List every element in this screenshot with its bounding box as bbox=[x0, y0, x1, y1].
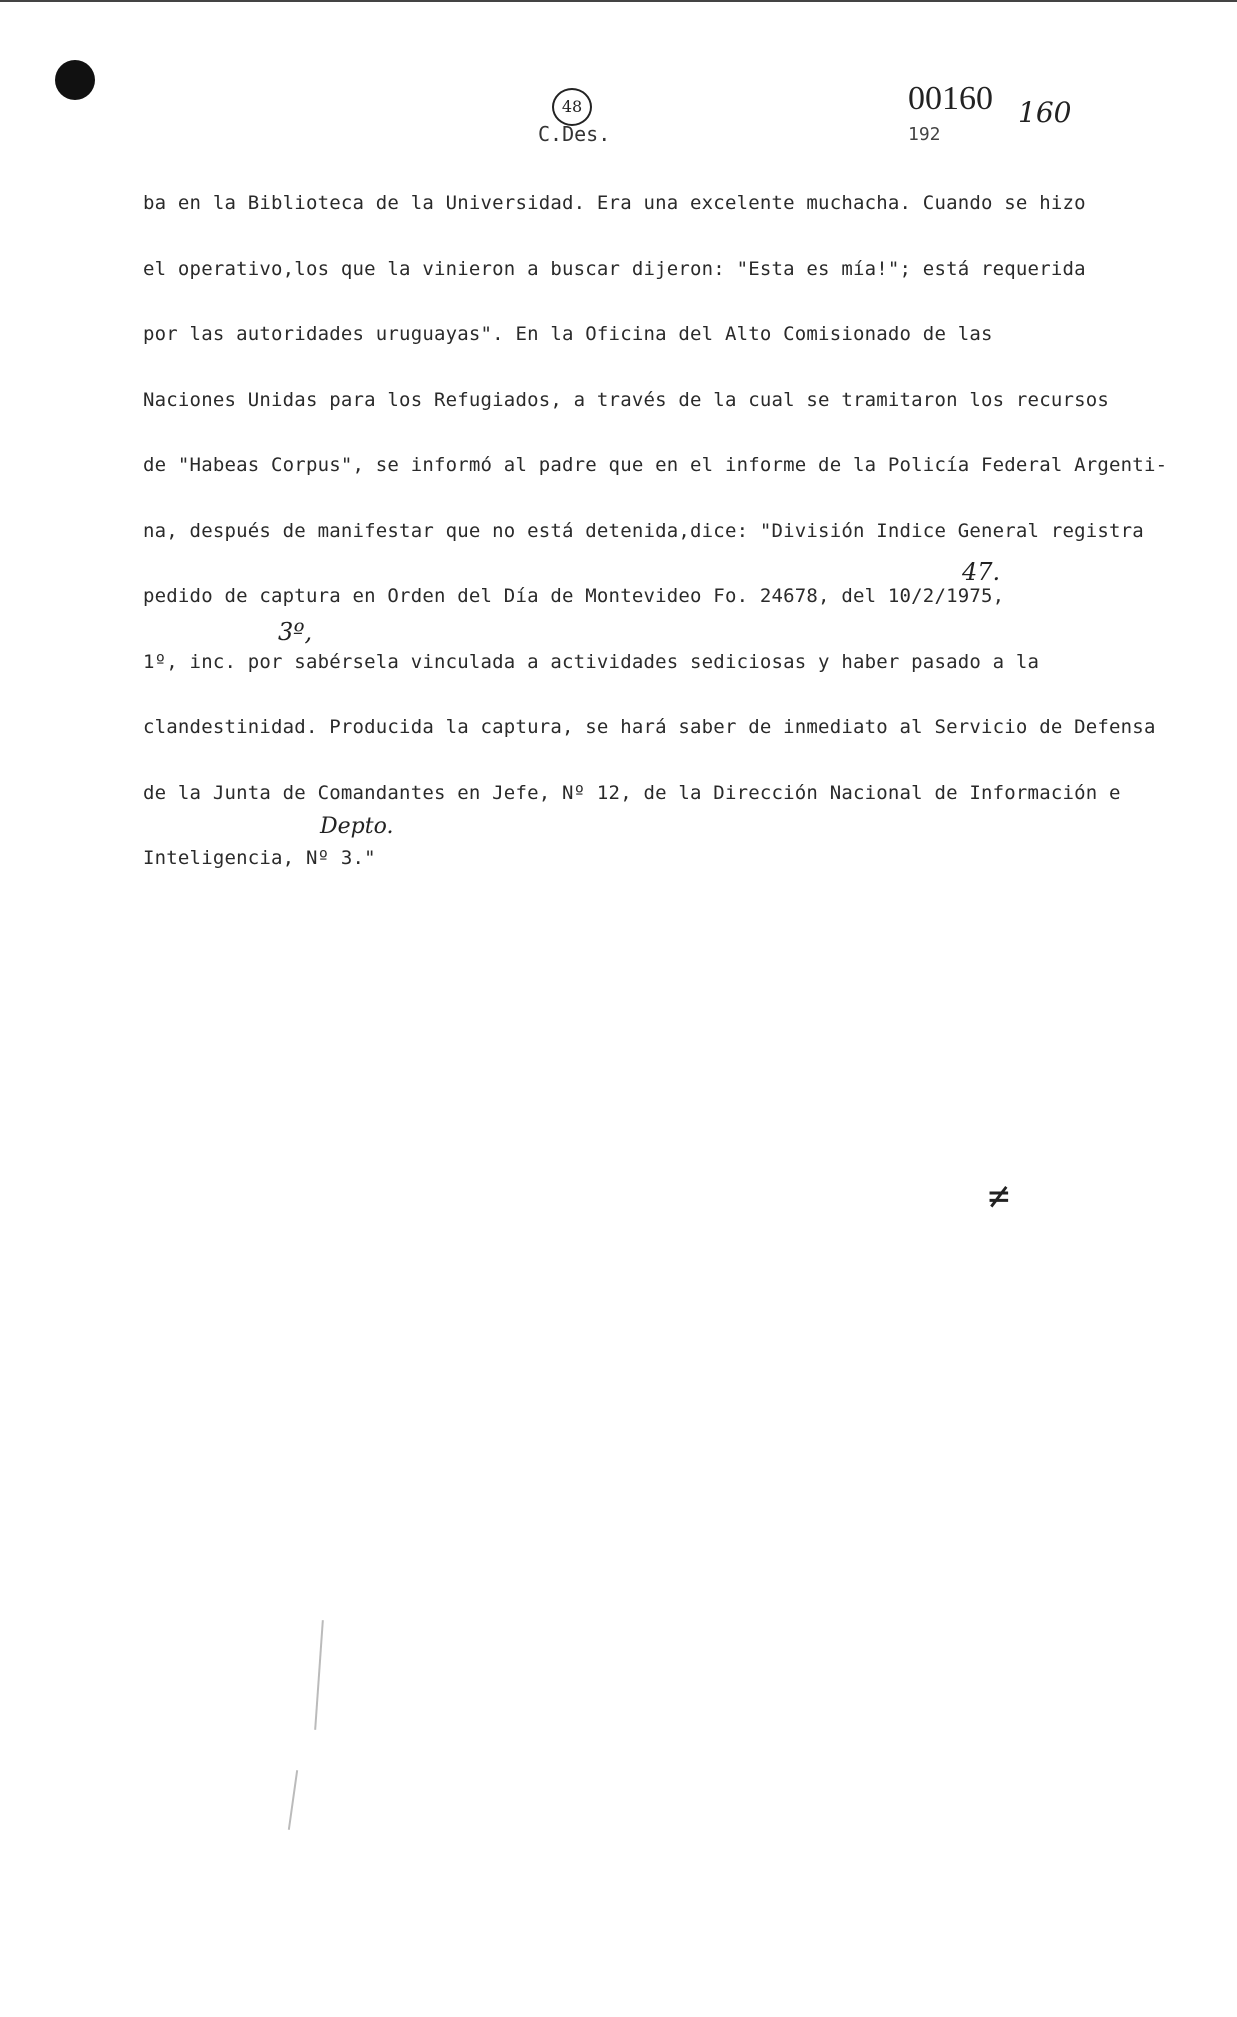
text-line: de "Habeas Corpus", se informó al padre que en el informe de la Policía Federal Argenti- bbox=[143, 454, 1168, 476]
document-reference: C.Des. bbox=[538, 122, 611, 146]
text-line: na, después de manifestar que no está detenida,dice: "División Indice General registra bbox=[143, 519, 1144, 542]
text-line: de la Junta de Comandantes en Jefe, Nº 12, de la Dirección Nacional de Información e bbox=[143, 781, 1121, 804]
page-number: 00160 bbox=[908, 80, 993, 117]
top-border bbox=[0, 0, 1237, 2]
faint-mark bbox=[288, 1770, 298, 1830]
circled-note: 48 bbox=[552, 88, 592, 126]
sub-page-number: 192 bbox=[908, 124, 941, 145]
text-line: pedido de captura en Orden del Día de Montevideo Fo. 24678, del 10/2/1975, bbox=[143, 585, 1005, 607]
signature-mark: ≠ bbox=[988, 1176, 1010, 1217]
handwritten-correction-depto: Depto. bbox=[320, 814, 394, 839]
body-text bbox=[143, 188, 1168, 909]
punch-hole-mark bbox=[55, 60, 95, 100]
text-line: clandestinidad. Producida la captura, se hará saber de inmediato al Servicio de Defensa bbox=[143, 716, 1156, 738]
handwritten-correction-47: 47. bbox=[962, 558, 1001, 586]
handwritten-correction-3: 3º, bbox=[278, 618, 313, 646]
text-line: ba en la Biblioteca de la Universidad. Era una excelente muchacha. Cuando se hizo bbox=[143, 192, 1086, 214]
text-line: 1º, inc. por sabérsela vinculada a actividades sediciosas y haber pasado a la bbox=[143, 650, 1040, 673]
faint-mark bbox=[314, 1620, 324, 1730]
text-line: el operativo,los que la vinieron a buscar dijeron: "Esta es mía!"; está requerida bbox=[143, 257, 1086, 280]
text-line: Inteligencia, Nº 3." bbox=[143, 847, 376, 869]
text-line: por las autoridades uruguayas". En la Oficina del Alto Comisionado de las bbox=[143, 323, 993, 345]
handwritten-page-number: 160 bbox=[1018, 96, 1072, 129]
text-line: Naciones Unidas para los Refugiados, a través de la cual se tramitaron los recursos bbox=[143, 388, 1110, 411]
